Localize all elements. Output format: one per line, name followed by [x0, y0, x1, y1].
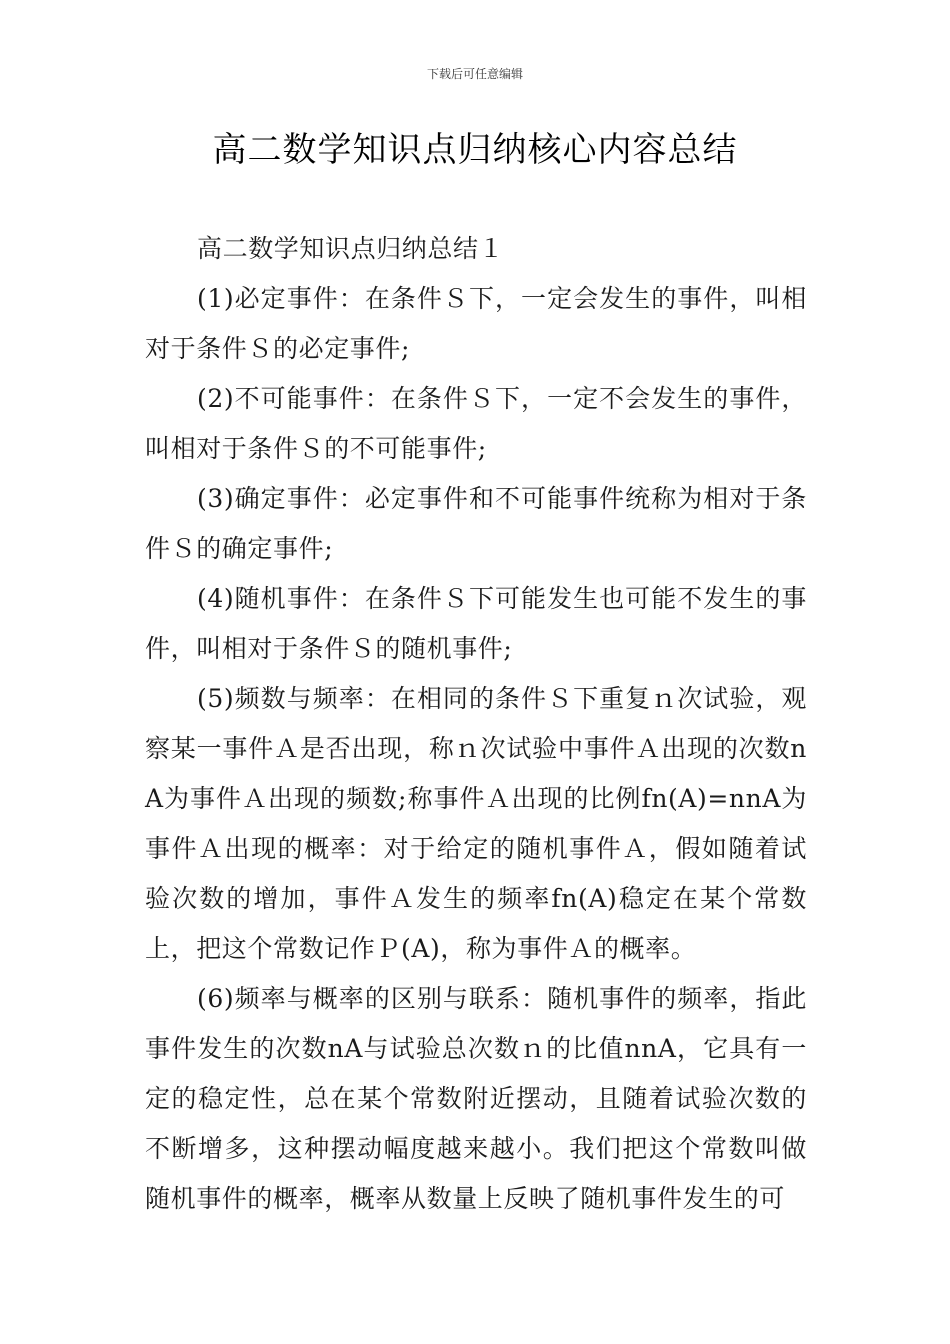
paragraph-determined-event: (3)确定事件：必定事件和不可能事件统称为相对于条件Ｓ的确定事件; — [145, 484, 807, 563]
document-title: 高二数学知识点归纳核心内容总结 — [212, 130, 738, 170]
section-heading: 高二数学知识点归纳总结１ — [197, 234, 505, 263]
paragraph-impossible-event: (2)不可能事件：在条件Ｓ下，一定不会发生的事件，叫相对于条件Ｓ的不可能事件; — [145, 384, 807, 463]
header-note: 下载后可任意编辑 — [426, 67, 523, 81]
document-body — [145, 224, 807, 1224]
paragraph-frequency: (5)频数与频率：在相同的条件Ｓ下重复ｎ次试验，观察某一事件Ａ是否出现，称ｎ次试验中事件Ａ出现的次数nA为事件Ａ出现的频数;称事件Ａ出现的比例fn(A)=nnA为事件Ａ出现的概率：对于给定的随机事件Ａ，假如随着试验次数的增加，事件Ａ发生的频率fn(A)稳定在某个常数上，把这个常数记作Ｐ(A)，称为事件Ａ的概率。 — [145, 684, 807, 963]
paragraph-frequency-vs-probability: (6)频率与概率的区别与联系：随机事件的频率，指此事件发生的次数nA与试验总次数ｎ的比值nnA，它具有一定的稳定性，总在某个常数附近摆动，且随着试验次数的不断增多，这种摆动幅度越来越小。我们把这个常数叫做随机事件的概率，概率从数量上反映了随机事件发生的可 — [145, 984, 807, 1213]
paragraph-certain-event: (1)必定事件：在条件Ｓ下，一定会发生的事件，叫相对于条件Ｓ的必定事件; — [145, 284, 807, 363]
paragraph-random-event: (4)随机事件：在条件Ｓ下可能发生也可能不发生的事件，叫相对于条件Ｓ的随机事件; — [145, 584, 807, 663]
